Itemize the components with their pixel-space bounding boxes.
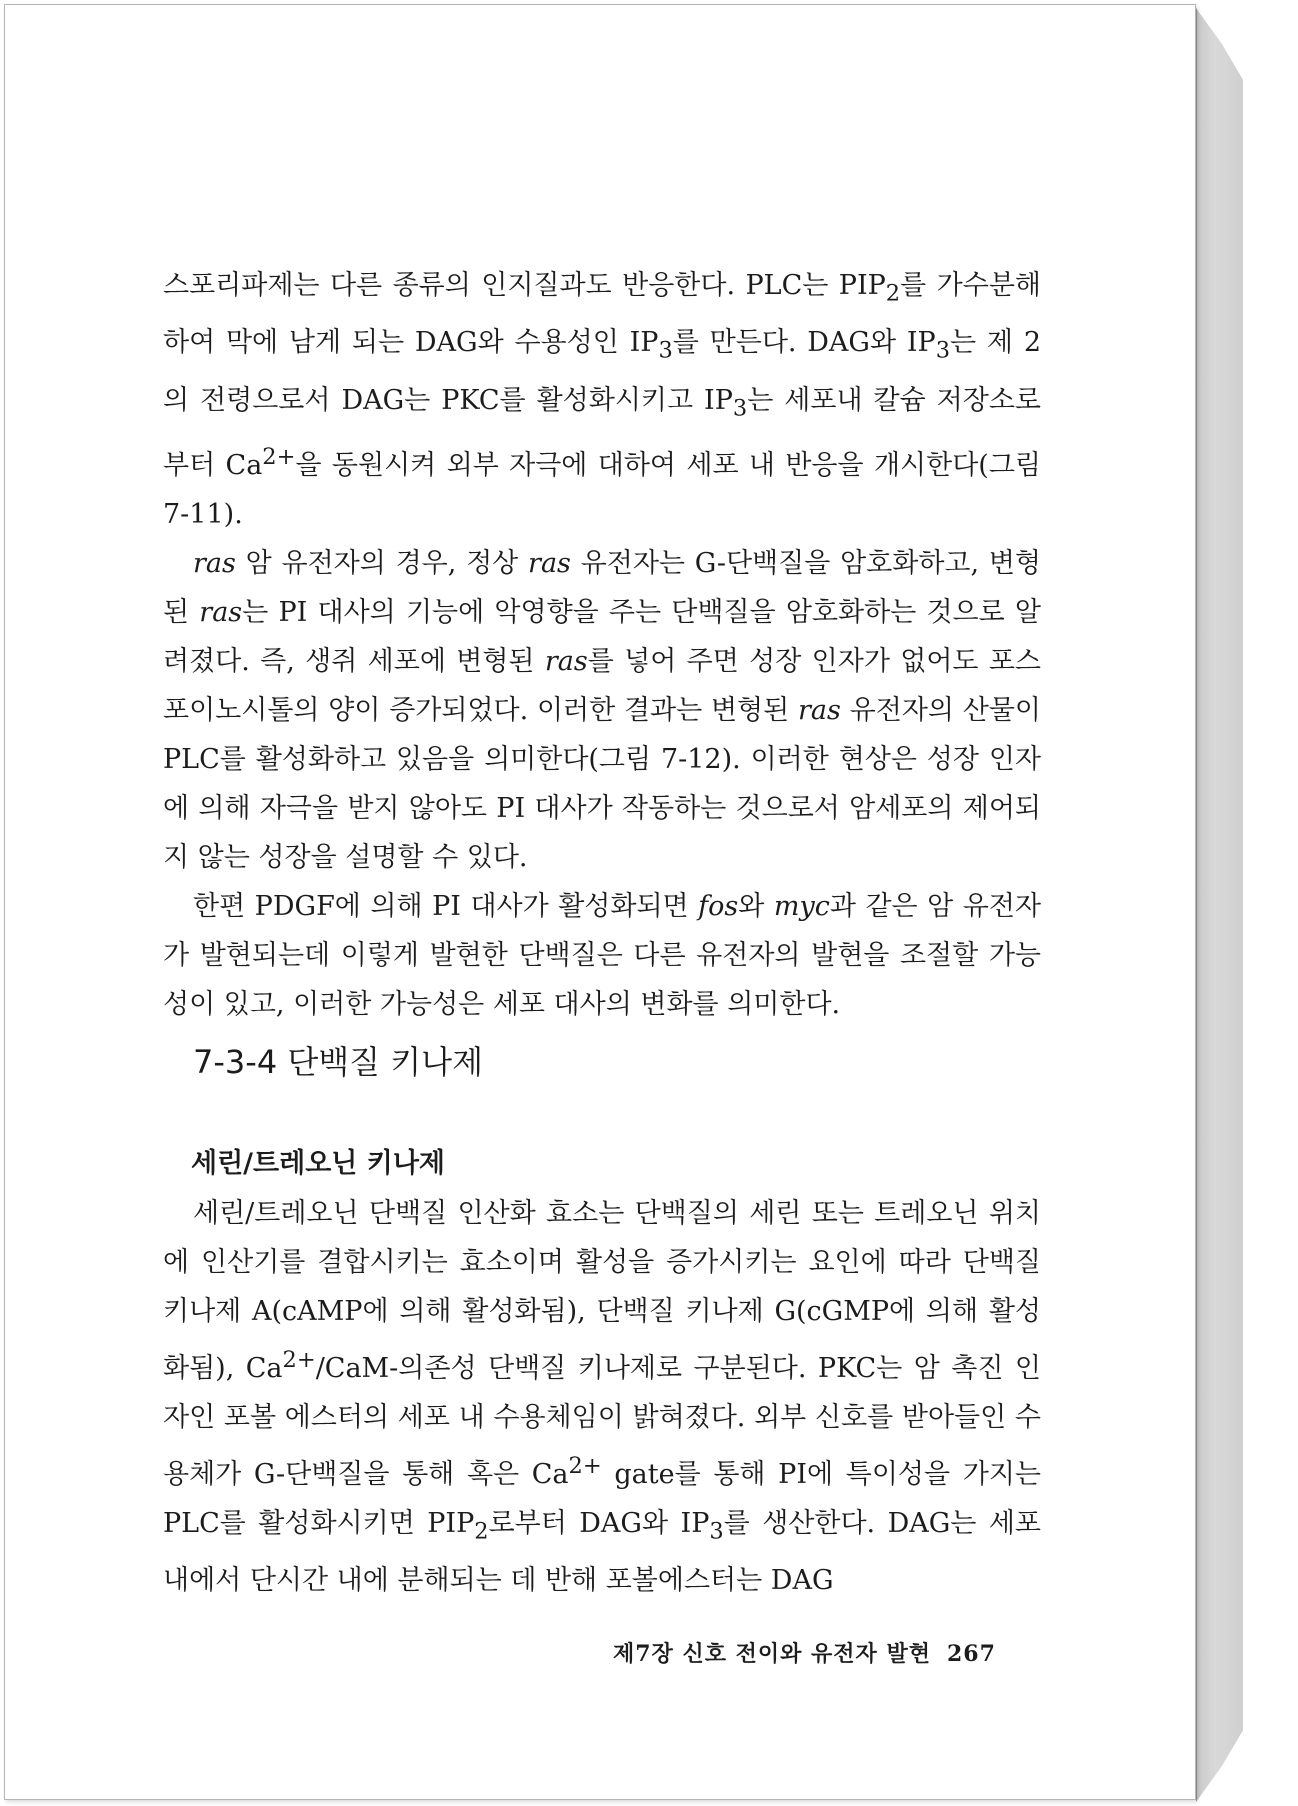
section-heading: 7-3-4 단백질 키나제 xyxy=(193,1043,483,1081)
book-page xyxy=(4,4,1196,1800)
page-number: 267 xyxy=(946,1641,996,1667)
chapter-title: 제7장 신호 전이와 유전자 발현 xyxy=(613,1641,931,1667)
paragraph-serine-threonine-kinase: 세린/트레오닌 단백질 인산화 효소는 단백질의 세린 또는 트레오닌 위치에 인산기를 결합시키는 효소이며 활성을 증가시키는 요인에 따라 단백질 키나제 A(cAMP에 의해 활성화됨), 단백질 키나제 G(cGMP에 의해 활성화됨), $Ca^{2+}/CaM-$의존성 단백질 키나제로 구분된다. PKC는 암 촉진 인자인 포볼 에스터의 세포 내 수용체임이 밝혀졌다. 외부 신호를 받아들인 수용체가 G-단백질을 통해 혹은 $Ca^{2+}$ gate를 통해 PI에 특이성을 가지는 PLC를 활성화시키면 $PIP_2$로부터 DAG와 $IP_3$를 생산한다. DAG는 세포 내에서 단시간 내에 분해되는 데 반해 포볼에스터는 DAG xyxy=(163,1198,1041,1597)
paragraph-pdgf: 한편 PDGF에 의해 PI 대사가 활성화되면 fos와 myc과 같은 암 유전자가 발현되는데 이렇게 발현한 단백질은 다른 유전자의 발현을 조절할 가능성이 있고, 이러한 가능성은 세포 대사의 변화를 의미한다. xyxy=(163,891,1041,1021)
body-text-top xyxy=(163,261,1041,1029)
page-footer xyxy=(613,1637,996,1668)
body-text-bottom xyxy=(163,1189,1041,1605)
page-edge-shadow xyxy=(1196,8,1243,1802)
paragraph-pi-metabolism: 스포리파제는 다른 종류의 인지질과도 반응한다. PLC는 $PIP_2$를 가수분해하여 막에 남게 되는 DAG와 수용성인 $IP_3$를 만든다. DAG와 $IP_3$는 제 2 의 전령으로서 DAG는 PKC를 활성화시키고 $IP_3$는 세포내 칼슘 저장소로부터 $Ca^{2+}$을 동원시켜 외부 자극에 대하여 세포 내 반응을 개시한다(그림 7-11). xyxy=(163,270,1041,531)
sub-heading: 세린/트레오닌 키나제 xyxy=(191,1148,445,1179)
paragraph-ras-oncogene: ras 암 유전자의 경우, 정상 ras 유전자는 G-단백질을 암호화하고, 변형된 ras는 PI 대사의 기능에 악영향을 주는 단백질을 암호화하는 것으로 알려졌다. 즉, 생쥐 세포에 변형된 ras를 넣어 주면 성장 인자가 없어도 포스포이노시톨의 양이 증가되었다. 이러한 결과는 변형된 ras 유전자의 산물이 PLC를 활성화하고 있음을 의미한다(그림 7-12). 이러한 현상은 성장 인자에 의해 자극을 받지 않아도 PI 대사가 작동하는 것으로서 암세포의 제어되지 않는 성장을 설명할 수 있다. xyxy=(163,548,1042,874)
